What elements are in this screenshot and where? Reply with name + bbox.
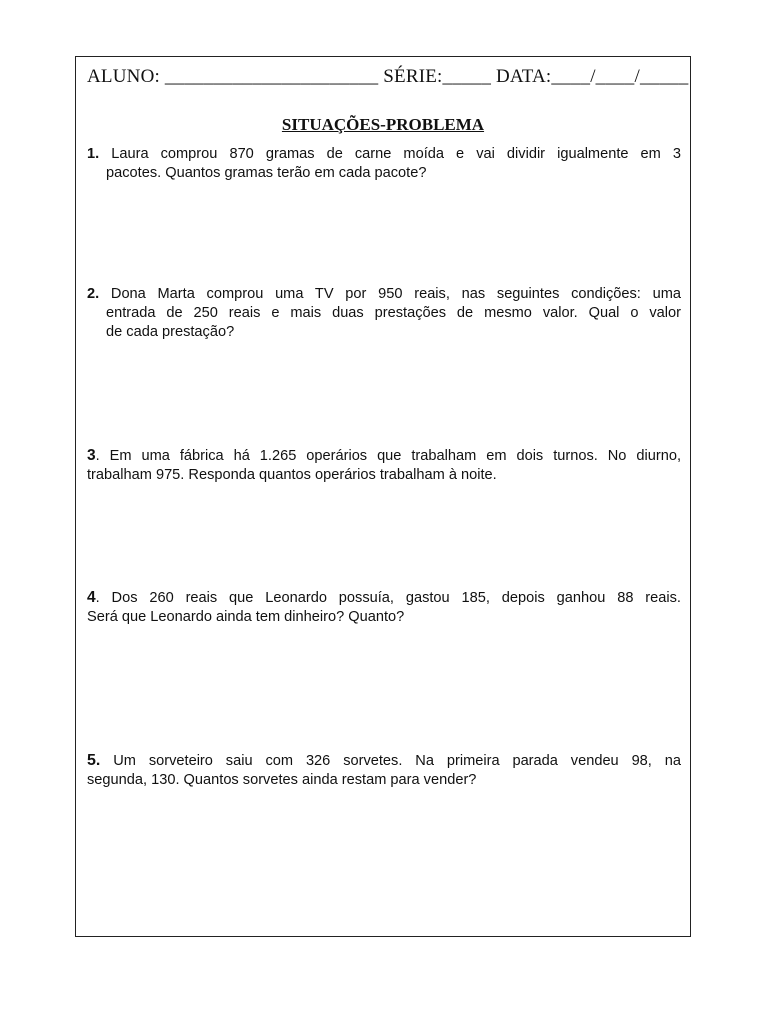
student-info-header: ALUNO: ______________________ SÉRIE:_____ DATA:____/____/_____ (87, 66, 689, 87)
problem-text: pacotes. Quantos gramas terão em cada pacote? (106, 165, 427, 181)
problem-1 (87, 145, 681, 183)
problem-number: 1. (87, 146, 100, 162)
problem-text: segunda, 130. Quantos sorvetes ainda restam para vender? (87, 772, 477, 788)
problem-number: 5. (87, 752, 101, 769)
problem-text: . Dos 260 reais que Leonardo possuía, gastou 185, depois ganhou 88 reais. (95, 590, 681, 606)
problem-text: de cada prestação? (106, 324, 235, 340)
problem-line (87, 751, 681, 771)
problem-number: 4 (87, 589, 96, 606)
problem-number: 2. (87, 286, 100, 302)
problem-4 (87, 588, 681, 627)
problem-text: Laura comprou 870 gramas de carne moída e vai dividir igualmente em 3 (99, 146, 681, 162)
page-title: SITUAÇÕES-PROBLEMA (281, 115, 485, 134)
problem-number: 3 (87, 447, 96, 464)
problem-5 (87, 751, 681, 790)
worksheet-frame (75, 56, 691, 937)
problem-line (87, 446, 681, 466)
problem-line (87, 285, 681, 304)
problem-line (87, 145, 681, 164)
problem-text: trabalham 975. Responda quantos operários trabalham à noite. (87, 467, 497, 483)
problem-text: Um sorveteiro saiu com 326 sorvetes. Na primeira parada vendeu 98, na (100, 753, 681, 769)
problem-text: Será que Leonardo ainda tem dinheiro? Quanto? (87, 609, 405, 625)
problem-3 (87, 446, 681, 485)
problem-text: . Em uma fábrica há 1.265 operários que trabalham em dois turnos. No diurno, (95, 448, 681, 464)
problem-line (87, 588, 681, 608)
problem-text: Dona Marta comprou uma TV por 950 reais, nas seguintes condições: uma (99, 286, 681, 302)
problem-2 (87, 285, 681, 342)
problem-text: entrada de 250 reais e mais duas prestações de mesmo valor. Qual o valor (106, 305, 681, 321)
